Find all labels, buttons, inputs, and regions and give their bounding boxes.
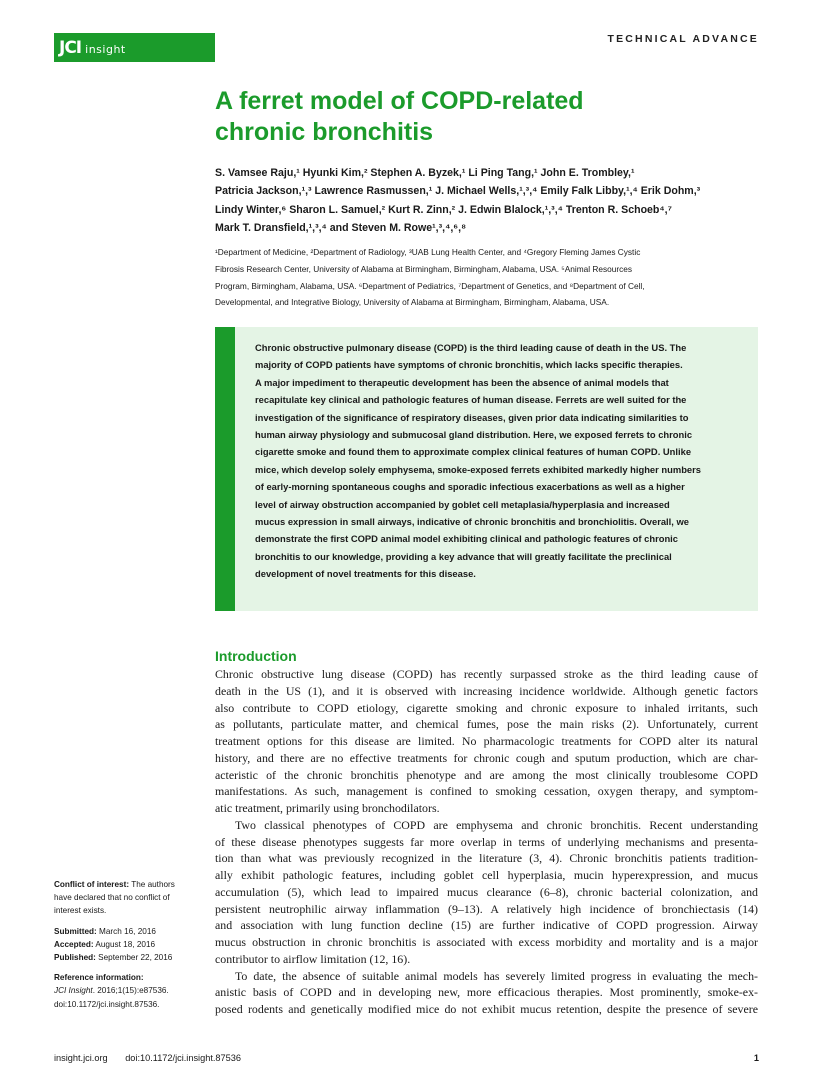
affiliations (215, 244, 760, 311)
submitted-label: Submitted: (54, 926, 97, 936)
abstract-line: level of airway obstruction accompanied by goblet cell metaplasia/hyperplasia and increased (255, 498, 670, 510)
conflict-line: interest exists. (54, 906, 107, 916)
accepted-label: Accepted: (54, 939, 94, 949)
abstract-line: mucus expression in small airways, indicative of chronic bronchitis and bronchiolitis. Overall, we (255, 516, 689, 528)
published-date (54, 951, 194, 964)
published-value: September 22, 2016 (95, 953, 173, 963)
body-line: tion than what was previously recognized in the literature (3, 4). Chronic bronchitis patients tradition- (215, 851, 758, 866)
article-title-line: A ferret model of COPD-related (215, 87, 584, 115)
footer-doi-link[interactable]: doi:10.1172/jci.insight.87536 (125, 1053, 241, 1063)
affiliation-line: Developmental, and Integrative Biology, University of Alabama at Birmingham, Birmingham, Alabama, USA. (215, 297, 610, 308)
body-line: Two classical phenotypes of COPD are emphysema and chronic bronchitis. Recent understanding (235, 817, 758, 832)
abstract-line: mice, which develop solely emphysema, smoke-exposed ferrets exhibited markedly higher numbers (255, 463, 701, 475)
conflict-text: The authors (129, 880, 175, 889)
article-type-label: TECHNICAL ADVANCE (607, 33, 759, 45)
body-line: also contribute to COPD etiology, cigarette smoking and chronic exposure to inhaled irritants, such (215, 700, 758, 715)
body-line: To date, the absence of suitable animal models has severely limited progress in evaluating the mech- (235, 968, 758, 983)
affiliation-line: Fibrosis Research Center, University of Alabama at Birmingham, Birmingham, Alabama, USA. ⁵Animal Resources (215, 263, 633, 274)
body-line: ally exhibit pathologic features, including goblet cell hyperplasia, mucin hyperexpression, and mucus (215, 868, 758, 882)
author-line: S. Vamsee Raju,¹ Hyunki Kim,² Stephen A. Byzek,¹ Li Ping Tang,¹ John E. Trombley,¹ (215, 167, 635, 179)
abstract-line: cigarette smoke and found them to approximate complex clinical features of human COPD. Unlike (255, 446, 692, 458)
article-info-sidebar (54, 878, 194, 1018)
author-line: Lindy Winter,⁶ Sharon L. Samuel,² Kurt R. Zinn,² J. Edwin Blalock,¹,³,⁴ Trenton R. Schoeb⁴,⁷ (215, 203, 672, 216)
abstract-line: bronchitis to our knowledge, providing a key advance that will greatly facilitate the preclinical (255, 550, 672, 562)
body-line: atic treatment, primarily using bronchodilators. (215, 801, 440, 815)
body-line: Chronic obstructive lung disease (COPD) has recently surpassed stroke as the third leading cause of (215, 667, 758, 681)
abstract-line: recapitulate key clinical and pathologic features of human disease. Ferrets are well suited for the (255, 394, 687, 406)
body-line: as pollutants, particulate matter, and chemical fumes, pose the main risks (2). Unfortunately, current (215, 717, 758, 732)
body-line: history, and there are no effective treatments for chronic cough and sputum production, which are char- (215, 750, 758, 765)
body-line: manifestations. As such, management is confined to smoking cessation, oxygen therapy, and symptom- (215, 784, 758, 799)
reference-label-text: Reference information: (54, 973, 144, 983)
page-footer (54, 1053, 241, 1063)
journal-logo (54, 33, 215, 62)
reference-information (54, 971, 194, 1011)
accepted-date (54, 938, 194, 951)
author-line: Patricia Jackson,¹,³ Lawrence Rasmussen,¹ J. Michael Wells,¹,³,⁴ Emily Falk Libby,¹,⁴ Erik Dohm,³ (215, 185, 701, 198)
body-line: and association with lung function decline (15) are further indicative of COPD progression. Airway (215, 918, 758, 933)
journal-logo-jci: JCI (59, 37, 82, 58)
page-number: 1 (753, 1053, 759, 1063)
reference-citation (54, 984, 194, 997)
reference-label (54, 971, 194, 984)
body-line: persistent neutrophilic airway inflammation (9–13). A relatively high incidence of bronchiectasis (14) (215, 901, 758, 916)
body-line: acteristic of the chronic bronchitis phenotype and are among the most clinically troublesome COPD (215, 767, 758, 782)
conflict-of-interest (54, 878, 194, 918)
body-line: contributor to airflow limitation (12, 16). (215, 951, 411, 966)
reference-citation-text: . 2016;1(15):e87536. (92, 986, 169, 996)
footer-site-link[interactable]: insight.jci.org (54, 1053, 108, 1063)
submitted-date (54, 925, 194, 938)
introduction-heading: Introduction (215, 648, 297, 664)
body-line: anistic basis of COPD and in developing new, more efficacious therapies. Most prominently, smoke-ex- (215, 985, 758, 1000)
affiliation-line: Program, Birmingham, Alabama, USA. ⁶Department of Pediatrics, ⁷Department of Genetics, and ⁸Department of Cell, (215, 280, 645, 291)
abstract-line: demonstrate the first COPD animal model exhibiting clinical and pathologic features of chronic (255, 533, 678, 545)
conflict-line: have declared that no conflict of (54, 893, 170, 903)
abstract-line: majority of COPD patients have symptoms of chronic bronchitis, which lacks specific therapies. (255, 359, 683, 371)
submitted-value: March 16, 2016 (96, 926, 156, 936)
body-line: treatment options for this disease are limited. No pharmacologic treatments for COPD alter its natural (215, 734, 758, 748)
author-line: Mark T. Dransfield,¹,³,⁴ and Steven M. Rowe¹,³,⁴,⁶,⁸ (215, 222, 467, 235)
author-list (215, 164, 760, 238)
published-label: Published: (54, 953, 96, 963)
body-line: death in the US (1), and it is observed with increasing incidence worldwide. Although genetic factors (215, 683, 758, 698)
accepted-value: August 18, 2016 (93, 939, 156, 949)
abstract-line: of early-morning spontaneous coughs and sporadic infectious exacerbations as well as a higher (255, 481, 685, 493)
journal-logo-insight: insight (85, 42, 126, 56)
abstract-line: development of novel treatments for this disease. (255, 568, 476, 580)
body-line: of these disease phenotypes suggests far more overlap in terms of underlying mechanisms and presenta- (215, 834, 758, 849)
abstract-line: investigation of the significance of respiratory diseases, given prior data indicating similarities to (255, 411, 689, 423)
reference-journal: JCI Insight (54, 986, 93, 996)
publication-dates (54, 925, 194, 965)
article-title-line: chronic bronchitis (215, 118, 434, 146)
abstract-box (215, 327, 758, 611)
article-title (215, 86, 735, 148)
abstract-line: human airway physiology and submucosal gland distribution. Here, we exposed ferrets to chronic (255, 429, 693, 441)
body-line: mucus obstruction in chronic bronchitis is associated with excess morbidity and mortality and is a major (215, 935, 758, 949)
reference-doi: doi:10.1172/jci.insight.87536. (54, 999, 160, 1009)
abstract-line: A major impediment to therapeutic development has been the absence of animal models that (255, 376, 669, 388)
introduction-body (215, 666, 758, 1018)
abstract-line: Chronic obstructive pulmonary disease (COPD) is the third leading cause of death in the US. The (255, 342, 687, 353)
abstract-text (255, 339, 760, 583)
conflict-line (54, 878, 194, 891)
affiliation-line: ¹Department of Medicine, ²Department of Radiology, ³UAB Lung Health Center, and ⁴Gregory Fleming James Cystic (215, 247, 641, 257)
body-line: posed rodents and genetically modified mice do not exhibit mucus retention, despite the presence of severe (215, 1002, 758, 1016)
conflict-label: Conflict of interest: (54, 880, 130, 889)
body-line: accumulation (5), which lead to impaired mucus clearance (6–8), chronic bacterial colonization, and (215, 884, 758, 899)
